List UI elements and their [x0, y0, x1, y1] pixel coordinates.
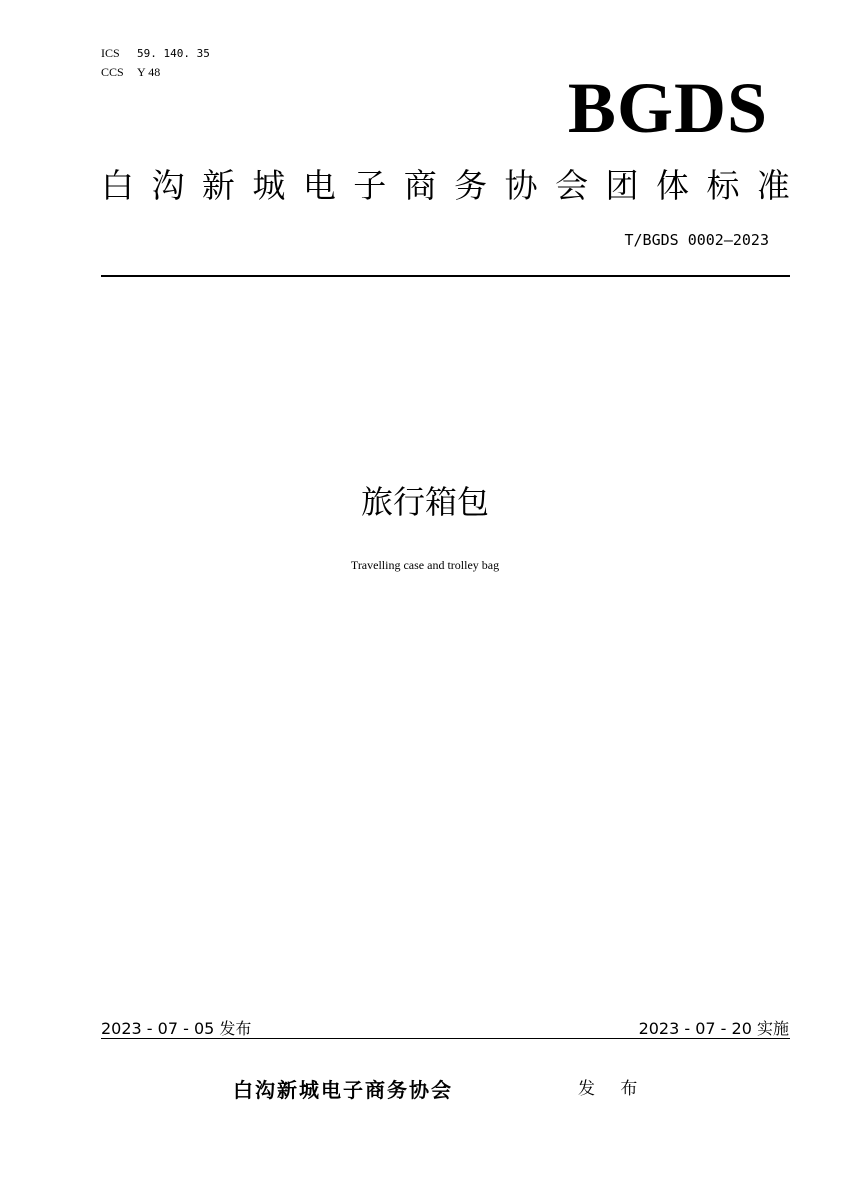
standard-number: T/BGDS 0002—2023 [624, 231, 769, 249]
standard-type-char: 会 [555, 166, 589, 205]
implement-date: 2023 - 07 - 20 [638, 1019, 752, 1038]
standard-type-char: 商 [403, 166, 437, 205]
standard-type-title [101, 166, 790, 206]
standard-type-char: 沟 [151, 166, 185, 205]
standard-type-char: 白 [101, 166, 134, 205]
standard-type-char: 务 [454, 166, 488, 205]
footer-divider [101, 1038, 790, 1039]
classification-codes [101, 44, 210, 81]
ccs-code: Y 48 [137, 65, 161, 79]
ccs-line [101, 63, 210, 81]
issue-date: 2023 - 07 - 05 [101, 1019, 215, 1038]
ics-code: 59. 140. 35 [137, 47, 210, 60]
bgds-logo: BGDS [567, 68, 768, 148]
standard-type-char: 团 [605, 166, 639, 205]
publish-label: 发 布 [578, 1079, 648, 1099]
publisher-name: 白沟新城电子商务协会 [233, 1078, 453, 1102]
implement-date-line [639, 1018, 789, 1040]
standard-type-char: 标 [706, 166, 740, 205]
header-divider [101, 275, 790, 277]
ics-label: ICS [101, 46, 120, 60]
implement-label: 实施 [756, 1019, 789, 1038]
standard-type-char: 准 [756, 166, 790, 205]
standard-type-char: 体 [655, 166, 689, 205]
standard-type-char: 电 [302, 166, 336, 205]
ccs-label: CCS [101, 65, 124, 79]
issue-date-line [101, 1018, 251, 1040]
ics-line [101, 44, 210, 63]
issue-label: 发布 [219, 1019, 252, 1038]
standard-type-char: 新 [201, 166, 235, 205]
standard-type-char: 子 [353, 166, 387, 205]
standard-type-char: 城 [252, 166, 286, 205]
standard-type-char: 协 [504, 166, 538, 205]
document-title-cn: 旅行箱包 [360, 483, 489, 521]
document-title-en: Travelling case and trolley bag [350, 558, 500, 572]
